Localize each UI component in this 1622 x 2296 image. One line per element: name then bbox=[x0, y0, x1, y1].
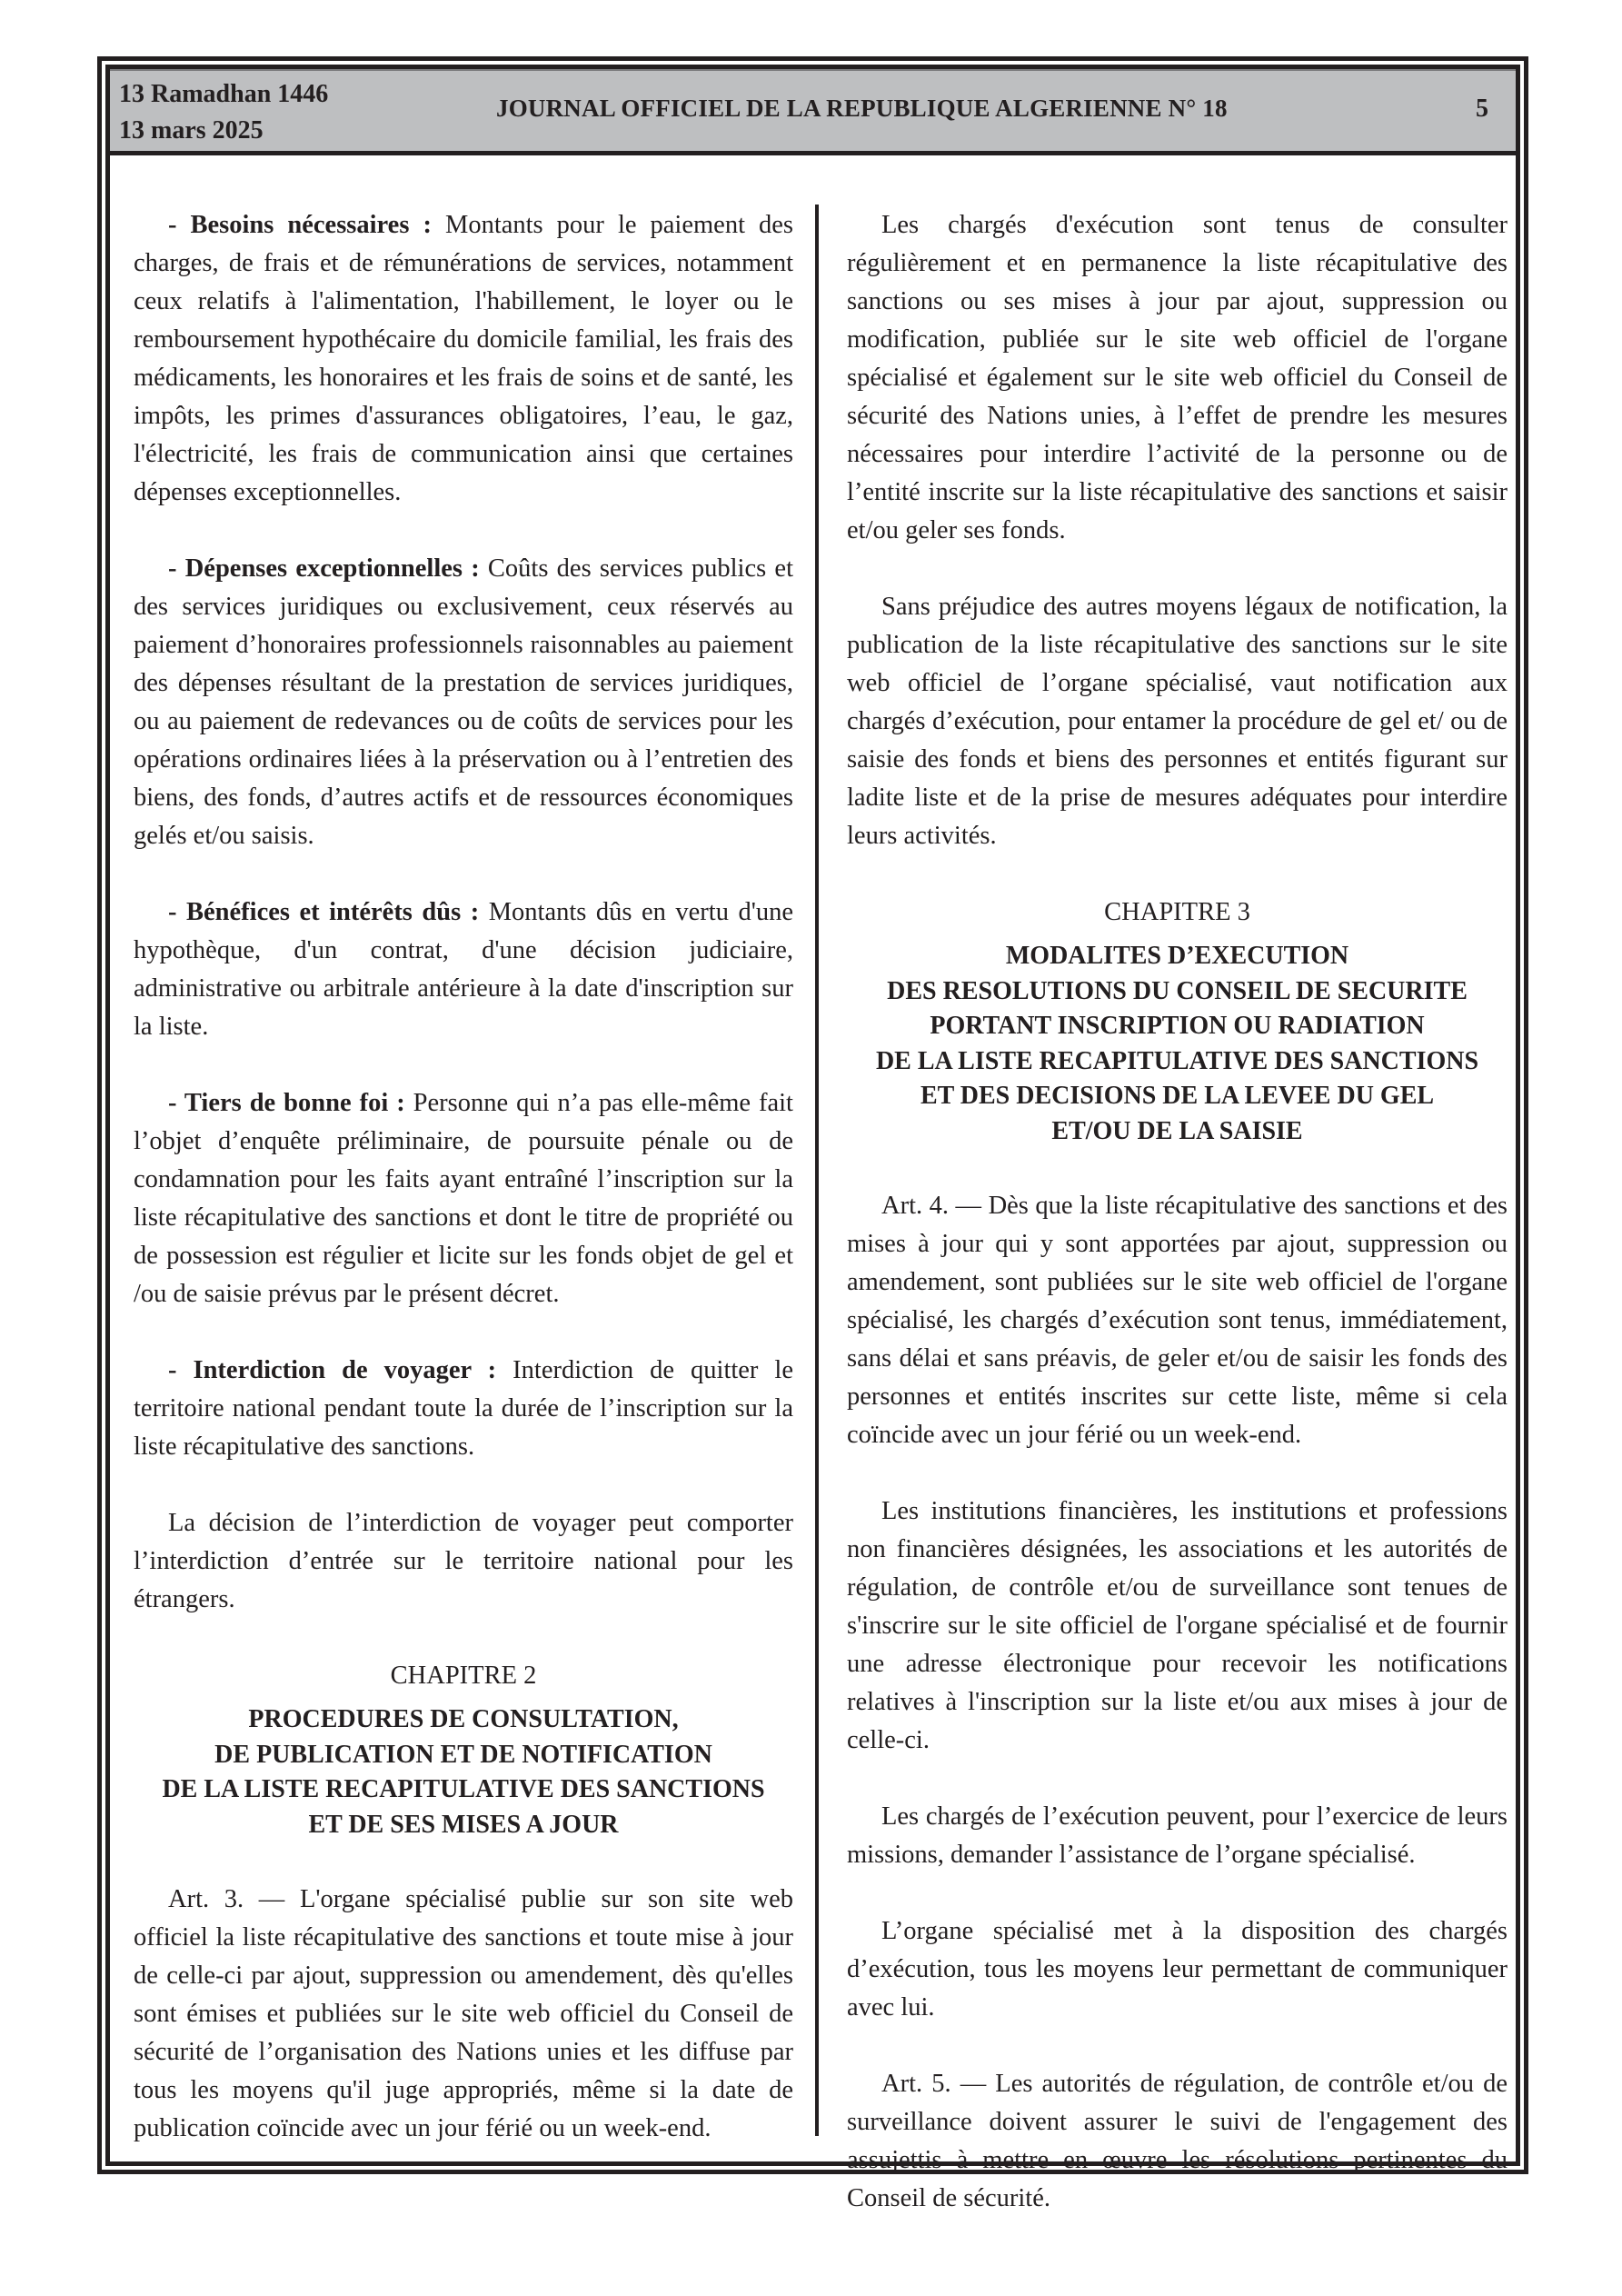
article-4: Art. 4. — Dès que la liste récapitulative des sanctions et des mises à jour qui y sont apportées par ajout, suppression ou amendement, sont publiées sur le site web officiel de l'organe spécialisé, les chargés d’exécution sont tenus, immédiatement, sans délai et sans préavis, de geler et/ou de saisir les fonds des personnes et entités inscrites sur cette liste, même si cela coïncide avec un jour férié ou un week-end. bbox=[847, 1192, 1508, 1449]
definition-interdiction-voyager bbox=[134, 1352, 793, 1466]
chapter-title-line: ET DES DECISIONS DE LA LEVEE DU GEL bbox=[920, 1082, 1435, 1110]
page-frame-inner bbox=[105, 65, 1520, 2212]
chapter-title-line: PORTANT INSCRIPTION OU RADIATION bbox=[930, 1012, 1425, 1040]
definition-text: Coûts des services publics et des services juridiques ou exclusivement, ceux réservés au paiement d’honoraires professionnels raisonnables au paiement des dépenses résultant de la prestation de services juridiques, ou au paiement de redevances ou de coûts de services pour les opérations ordinaires liées à la préservation ou à l’entretien des biens, des fonds, d’autres actifs et de ressources économiques gelés et/ou saisis. bbox=[134, 554, 794, 850]
journal-title: JOURNAL OFFICIEL DE LA REPUBLIQUE ALGERIENNE N° 18 bbox=[496, 95, 1228, 122]
chapter-2-title bbox=[134, 1702, 793, 1842]
chapter-2-label: CHAPITRE 2 bbox=[390, 1662, 537, 1690]
paragraph-consultation-obligation: Les chargés d'exécution sont tenus de consulter régulièrement et en permanence la liste récapitulative des sanctions ou ses mises à jour par ajout, suppression ou modification, publiée sur le site web officiel de l'organe spécialisé et également sur le site web officiel du Conseil de sécurité des Nations unies, à l’effet de prendre les mesures nécessaires pour interdire l’activité de la personne ou de l’entité inscrite sur la liste récapitulative des sanctions et saisir et/ou geler ses fonds. bbox=[847, 211, 1508, 544]
definition-term: - Bénéfices et intérêts dûs : bbox=[168, 898, 480, 926]
chapter-title-line: ET DE SES MISES A JOUR bbox=[308, 1810, 619, 1839]
article-3: Art. 3. — L'organe spécialisé publie sur son site web officiel la liste récapitulative des sanctions et toute mise à jour de celle-ci par ajout, suppression ou amendement, dès qu'elles sont émises et publiées sur le site web officiel du Conseil de sécurité de l’organisation des Nations unies et les diffuse par tous les moyens qu'il juge appropriés, même si la date de publication coïncide avec un jour férié ou un week-end. bbox=[134, 1885, 793, 2142]
definition-term: - Dépenses exceptionnelles : bbox=[168, 554, 480, 583]
paragraph-registration-obligation: Les institutions financières, les institutions et professions non financières désignées, les associations et les autorités de régulation, de contrôle et/ou de surveillance sont tenues de s'inscrire sur le site officiel de l'organe spécialisé et de fournir une adresse électronique pour recevoir les notifications relatives à l'inscription sur la liste et/ou aux mises à jour de celle-ci. bbox=[847, 1497, 1508, 1754]
chapter-3-label: CHAPITRE 3 bbox=[1104, 898, 1250, 926]
left-column bbox=[134, 206, 793, 2148]
column-divider bbox=[815, 205, 819, 2136]
paragraph-communication-means: L’organe spécialisé met à la disposition des chargés d’exécution, tous les moyens leur permettant de communiquer avec lui. bbox=[847, 1917, 1508, 2021]
right-column bbox=[847, 206, 1508, 2218]
definition-tiers-bonne-foi bbox=[134, 1084, 793, 1313]
definition-term: - Tiers de bonne foi : bbox=[168, 1089, 405, 1117]
definition-term: - Interdiction de voyager : bbox=[168, 1356, 497, 1384]
paragraph-notification: Sans préjudice des autres moyens légaux de notification, la publication de la liste récapitulative des sanctions sur le site web officiel de l’organe spécialisé, vaut notification aux chargés d’exécution, pour entamer la procédure de gel et/ ou de saisie des fonds et biens des personnes et entités figurant sur ladite liste et de la prise de mesures adéquates pour interdire leurs activités. bbox=[847, 593, 1508, 850]
page-frame bbox=[97, 56, 1528, 2212]
chapter-title-line: DE LA LISTE RECAPITULATIVE DES SANCTIONS bbox=[162, 1775, 765, 1803]
definition-text: Personne qui n’a pas elle-même fait l’objet d’enquête préliminaire, de poursuite pénale ou de condamnation pour les faits ayant entraîné l’inscription sur la liste récapitulative des sanctions et dont le titre de propriété ou de possession est régulier et licite sur les fonds objet de gel et /ou de saisie prévus par le présent décret. bbox=[134, 1089, 793, 1308]
hijri-date: 13 Ramadhan 1446 bbox=[119, 80, 329, 108]
definition-text: Interdiction de quitter le territoire national pendant toute la durée de l’inscription sur la liste récapitulative des sanctions. bbox=[134, 1356, 793, 1461]
chapter-title-line: DE PUBLICATION ET DE NOTIFICATION bbox=[214, 1740, 712, 1769]
chapter-3-title bbox=[847, 939, 1508, 1149]
definition-benefices-interets bbox=[134, 893, 793, 1046]
gregorian-date: 13 mars 2025 bbox=[119, 116, 264, 145]
article-5: Art. 5. — Les autorités de régulation, de contrôle et/ou de surveillance doivent assurer le suivi de l'engagement des assujettis à mettre en œuvre les résolutions pertinentes du Conseil de sécurité. bbox=[847, 2070, 1508, 2212]
page-number: 5 bbox=[1476, 95, 1488, 123]
chapter-title-line: MODALITES D’EXECUTION bbox=[1005, 942, 1349, 970]
definition-depenses-exceptionnelles bbox=[134, 550, 793, 855]
chapter-title-line: ET/OU DE LA SAISIE bbox=[1051, 1116, 1303, 1145]
header-dates bbox=[119, 76, 328, 149]
paragraph-assistance: Les chargés de l’exécution peuvent, pour l’exercice de leurs missions, demander l’assistance de l’organe spécialisé. bbox=[847, 1802, 1508, 1869]
definition-term: - Besoins nécessaires : bbox=[168, 211, 432, 239]
chapter-title-line: DE LA LISTE RECAPITULATIVE DES SANCTIONS bbox=[875, 1046, 1479, 1075]
chapter-title-line: PROCEDURES DE CONSULTATION, bbox=[248, 1705, 679, 1733]
travel-ban-note: La décision de l’interdiction de voyager peut comporter l’interdiction d’entrée sur le territoire national pour les étrangers. bbox=[134, 1509, 793, 1613]
definition-text: Montants dûs en vertu d'une hypothèque, d'un contrat, d'une décision judiciaire, administrative ou arbitrale antérieure à la date d'inscription sur la liste. bbox=[134, 898, 793, 1041]
page-header bbox=[110, 69, 1516, 155]
definition-besoins-necessaires bbox=[134, 206, 793, 512]
chapter-title-line: DES RESOLUTIONS DU CONSEIL DE SECURITE bbox=[887, 976, 1468, 1005]
definition-text: Montants pour le paiement des charges, de frais et de rémunérations de services, notamment ceux relatifs à l'alimentation, l'habillement, le loyer ou le remboursement hypothécaire du domicile familial, les frais des médicaments, les honoraires et les frais de soins et de santé, les impôts, les primes d'assurances obligatoires, l’eau, le gaz, l'électricité, les frais de communication ainsi que certaines dépenses exceptionnelles. bbox=[134, 211, 794, 506]
